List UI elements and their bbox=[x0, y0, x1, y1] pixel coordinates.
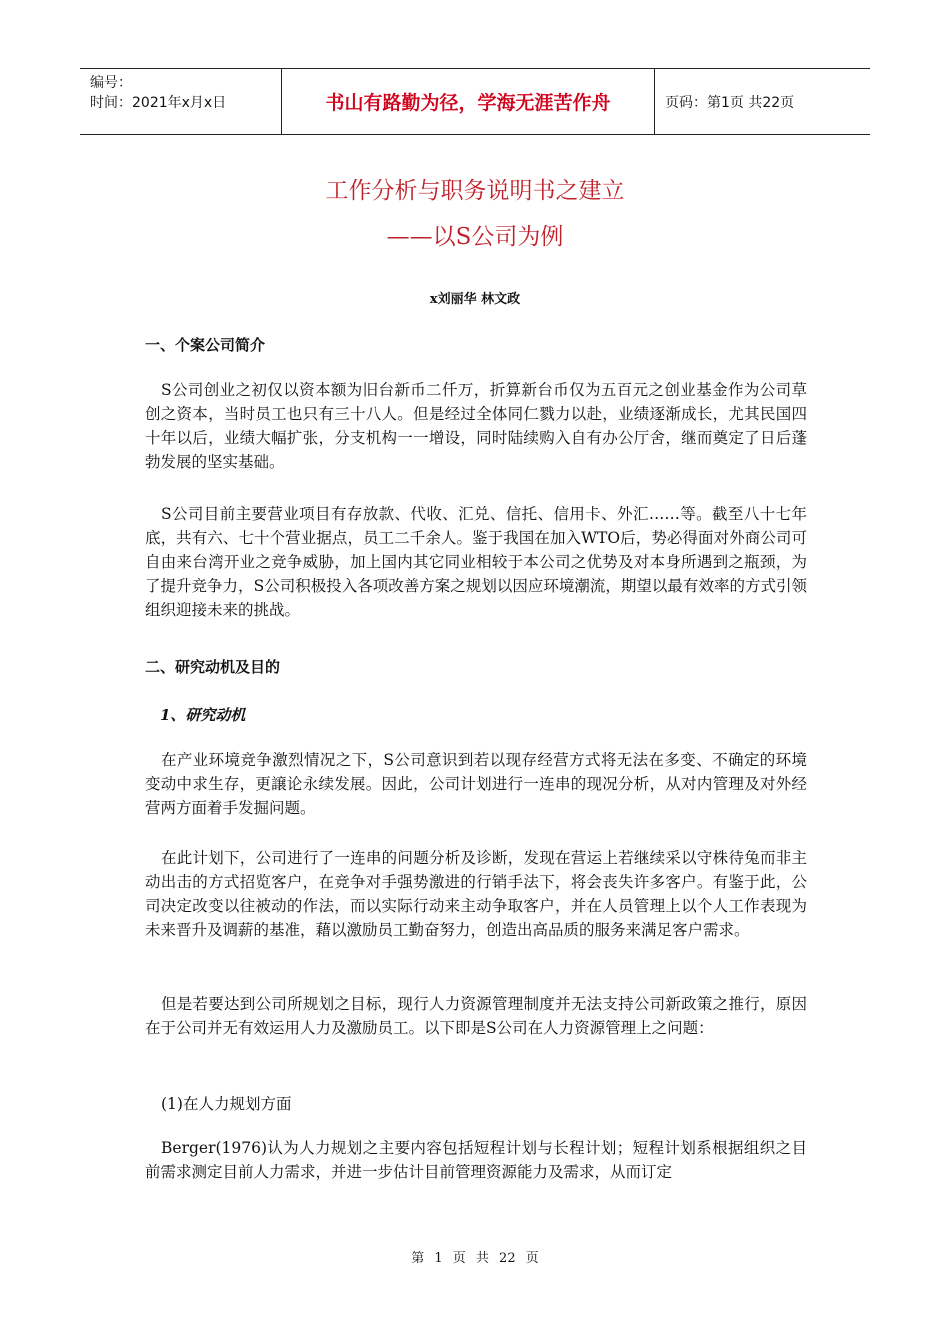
section-heading-2: 二、研究动机及目的 bbox=[145, 658, 281, 676]
section-heading-1: 一、个案公司简介 bbox=[145, 336, 266, 354]
paragraph: 在产业环境竞争激烈情况之下，S公司意识到若以现存经营方式将无法在多变、不确定的环境变动中求生存，更譲论永续发展。因此，公司计划进行一连串的现况分析，从对内管理及对外经营两方面着手发掘问题。 bbox=[145, 751, 807, 817]
number-label: 编号： bbox=[90, 75, 132, 91]
paragraph: 但是若要达到公司所规划之目标，现行人力资源管理制度并无法支持公司新政策之推行，原因在于公司并无有效运用人力及激励员工。以下即是S公司在人力资源管理上之问题： bbox=[145, 995, 807, 1037]
document-header bbox=[80, 68, 870, 135]
header-motto: 书山有路勤为径，学海无涯苦作舟 bbox=[282, 69, 655, 134]
authors: x刘丽华 林文政 bbox=[429, 292, 521, 307]
time-label: 时间：2021年x月x日 bbox=[90, 95, 227, 111]
page-footer: 第 1 页 共 22 页 bbox=[411, 1251, 539, 1266]
paragraph: S公司创业之初仅以资本额为旧台新币二仟万，折算新台币仅为五百元之创业基金作为公司草创之资本，当时员工也只有三十八人。但是经过全体同仁戮力以赴，业绩逐渐成长，尤其民国四十年以后，业绩大幅扩张，分支机构一一增设，同时陆续购入自有办公厅舍，继而奠定了日后蓬勃发展的坚实基础。 bbox=[145, 381, 807, 471]
document-title: 工作分析与职务说明书之建立 bbox=[325, 178, 625, 204]
paragraph: S公司目前主要营业项目有存放款、代收、汇兑、信托、信用卡、外汇……等。截至八十七年底，共有六、七十个营业据点，员工二千余人。鉴于我国在加入WTO后，势必得面对外商公司可自由来台湾开业之竞争威胁，加上国内其它同业相较于本公司之优势及对本身所遇到之瓶颈，为了提升竞争力，S公司积极投入各项改善方案之规划以因应环境潮流，期望以最有效率的方式引领组织迎接未来的挑战。 bbox=[145, 505, 807, 619]
paragraph: Berger(1976)认为人力规划之主要内容包括短程计划与长程计划；短程计划系根据组织之目前需求测定目前人力需求，并进一步估计目前管理资源能力及需求，从而订定 bbox=[145, 1139, 807, 1181]
list-item: (1)在人力规划方面 bbox=[161, 1095, 292, 1113]
document-subtitle: ——以S公司为例 bbox=[386, 224, 564, 250]
paragraph: 在此计划下，公司进行了一连串的问题分析及诊断，发现在营运上若继续采以守株待兔而非主动出击的方式招览客户，在竞争对手强势激进的行销手法下，将会丧失许多客户。有鉴于此，公司决定改变以往被动的作法，而以实际行动来主动争取客户，并在人员管理上以个人工作表现为未来晋升及调薪的基准，藉以激励员工勤奋努力，创造出高品质的服务来满足客户需求。 bbox=[145, 849, 807, 939]
header-page-info: 页码：第1页 共22页 bbox=[665, 94, 795, 111]
subsection-heading: 1、研究动机 bbox=[160, 706, 246, 724]
header-meta bbox=[80, 69, 282, 134]
